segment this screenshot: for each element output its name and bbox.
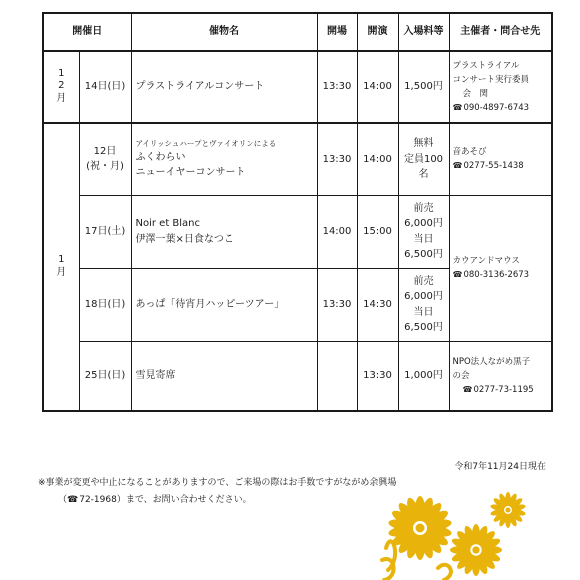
event-date: 18日(日) [79,268,131,341]
fee-line: 6,500円 [404,322,443,333]
organizer-phone: 0277-73-1195 [473,384,534,395]
notice-paren: （ [58,494,68,505]
event-organizer [449,195,552,341]
event-open [317,341,357,411]
event-organizer [449,341,552,411]
notice-line: ※事業が変更や中止になることがありますので、ご来場の際はお手数ですがながめ余興場 [38,478,397,488]
organizer-phone: 080-3136-2673 [463,270,530,280]
month-char: 月 [56,266,67,278]
header-date: 開催日 [43,13,131,51]
notice-text [38,475,396,508]
header-fee: 入場料等 [398,13,449,51]
organizer-line: NPO法人ながめ黒子 [452,356,531,367]
event-date: 14日(日) [79,51,131,123]
phone-icon [453,101,550,115]
fee-line: 6,500円 [404,249,443,260]
event-title [131,123,317,195]
table-row [43,195,552,268]
notice-phone: 72-1968 [79,494,117,505]
event-organizer [449,51,552,123]
flower-center [472,546,479,553]
event-fee [398,268,449,341]
event-start: 14:00 [357,51,398,123]
fee-line: 前売 [413,275,434,287]
fee-line: 当日 [413,233,434,245]
event-date: 17日(土) [79,195,131,268]
organizer-line: 音あそび [452,147,487,158]
organizer-line: の会 [452,370,470,381]
month-char: 1 [58,254,65,265]
event-title: プラストライアルコンサート [131,51,317,123]
fee-line: 当日 [413,306,434,318]
event-title-line: ニューイヤーコンサート [135,167,246,179]
event-title: あっぱ「待宵月ハッピーツアー」 [131,268,317,341]
flower-center [416,524,425,533]
organizer-phone: 0277-55-1438 [463,161,524,172]
event-fee [398,195,449,268]
organizer-phone: 090-4897-6743 [463,103,530,114]
organizer-line: プラストライアル [452,60,520,71]
header-organizer: 主催者・問合せ先 [449,13,552,51]
event-fee: 1,500円 [398,51,449,123]
event-title [131,195,317,268]
event-start: 14:00 [357,123,398,195]
organizer-line: カウアンドマウス [452,255,520,266]
event-title-line: 伊澤一葉×日食なつこ [135,233,234,245]
event-date-day: 12日 [93,145,117,157]
event-open: 14:00 [317,195,357,268]
header-open: 開場 [317,13,357,51]
header-title: 催物名 [131,13,317,51]
event-organizer [449,123,552,195]
phone-icon [453,268,550,282]
event-fee [398,123,449,195]
event-date-note: (祝・月) [86,161,124,173]
flower-center [505,507,510,512]
month-char: 2 [58,80,65,92]
month-char: 1 [58,67,65,79]
organizer-line: コンサート実行委員 [452,74,530,85]
fee-line: 前売 [413,202,434,214]
event-title: 雪見寄席 [131,341,317,411]
fee-line: 無料 [413,138,434,149]
event-title-line: ふくわらい [135,151,186,163]
as-of-date: 令和7年11月24日現在 [454,462,546,472]
phone-icon [453,383,550,397]
notice-line [38,492,396,509]
organizer-line: 会 関 [462,89,489,99]
table-row [43,341,552,411]
event-date [79,123,131,195]
fee-line: 6,000円 [404,218,443,229]
events-table [42,12,553,412]
header-start: 開演 [357,13,398,51]
table-row [43,51,552,123]
phone-icon [67,495,117,505]
event-open: 13:30 [317,123,357,195]
header-row [43,13,552,51]
month-cell [43,123,79,411]
phone-icon [453,159,550,173]
chrysanthemum-icon [378,488,538,580]
event-open: 13:30 [317,51,357,123]
fee-line: 6,000円 [404,291,443,302]
month-char: 月 [56,92,67,104]
event-start: 13:30 [357,341,398,411]
event-start: 15:00 [357,195,398,268]
fee-line: 定員100名 [403,153,444,180]
table-row [43,123,552,195]
event-subtitle: アイリッシュハープとヴァイオリンによる [135,138,277,148]
event-title-line: Noir et Blanc [135,218,201,229]
month-cell [43,51,79,123]
event-start: 14:30 [357,268,398,341]
event-date: 25日(日) [79,341,131,411]
event-open: 13:30 [317,268,357,341]
event-fee: 1,000円 [398,341,449,411]
notice-paren: ）まで、お問い合わせください。 [116,494,252,505]
